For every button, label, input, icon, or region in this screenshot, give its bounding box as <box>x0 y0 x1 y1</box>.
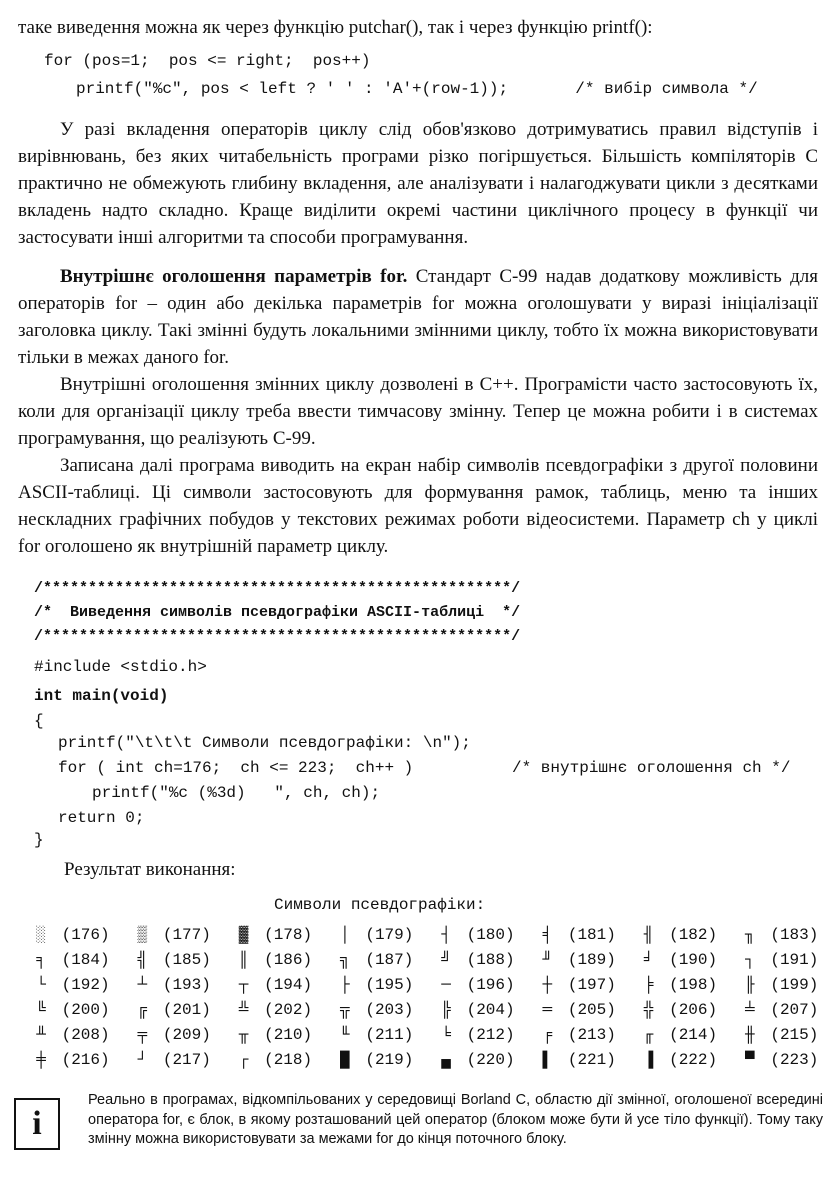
ascii-cell <box>30 1022 131 1047</box>
ascii-glyph: ▐ <box>643 1050 654 1069</box>
ascii-glyph: │ <box>339 925 350 944</box>
paragraph-program: Записана далі програма виводить на екран набір символів псевдографіки з другої половини ASCII-таблиці. Ці символи застосовують для формування рамок, таблиць, меню та інших нескладних графічних побудов у текстових режимах роботи відеосистеми. Параметр ch у циклі for оголошено як внутрішній параметр циклу. <box>18 455 818 557</box>
result-label: Результат виконання: <box>64 859 236 880</box>
ascii-glyph: ┌ <box>238 1050 249 1069</box>
ascii-cell <box>739 1047 840 1072</box>
ascii-cell <box>30 972 131 997</box>
ascii-cell <box>334 972 435 997</box>
ascii-code: (212) <box>457 1025 515 1044</box>
ascii-glyph: ┴ <box>137 975 148 994</box>
ascii-glyph: ╘ <box>441 1025 451 1044</box>
ascii-code: (210) <box>254 1025 313 1044</box>
output-title: Символи псевдографіки: <box>274 896 486 914</box>
ascii-cell <box>131 972 232 997</box>
ascii-code: (219) <box>355 1050 414 1069</box>
ascii-glyph: ═ <box>542 1000 553 1019</box>
ascii-cell <box>435 1022 536 1047</box>
ascii-cell <box>536 1022 637 1047</box>
ascii-code: (177) <box>153 925 211 944</box>
ascii-cell <box>334 997 435 1022</box>
ascii-glyph: ╤ <box>137 1025 148 1044</box>
ascii-glyph: ╫ <box>744 1025 755 1044</box>
ascii-cell <box>638 1022 739 1047</box>
ascii-cell <box>739 1022 840 1047</box>
ascii-cell <box>233 922 334 947</box>
code-snippet-line-2: printf("%c", pos < left ? ' ' : 'A'+(row-1)); /* вибір символа */ <box>76 80 758 98</box>
ascii-code: (185) <box>153 950 211 969</box>
ascii-glyph: ╠ <box>441 1000 451 1019</box>
ascii-glyph: ▒ <box>137 925 148 944</box>
ascii-code: (191) <box>760 950 819 969</box>
code-close-brace: } <box>34 831 44 849</box>
ascii-cell <box>233 1047 334 1072</box>
ascii-cell <box>30 947 131 972</box>
ascii-cell <box>30 1047 131 1072</box>
ascii-code: (200) <box>52 1000 110 1019</box>
ascii-cell <box>536 972 637 997</box>
ascii-glyph: ┬ <box>238 975 249 994</box>
ascii-glyph: ╥ <box>238 1025 249 1044</box>
ascii-glyph: ╡ <box>542 925 553 944</box>
ascii-cell <box>131 922 232 947</box>
ascii-cell <box>536 997 637 1022</box>
ascii-glyph: ┘ <box>137 1050 148 1069</box>
ascii-cell <box>334 1022 435 1047</box>
ascii-code: (176) <box>52 925 110 944</box>
ascii-code: (207) <box>760 1000 819 1019</box>
ascii-code: (220) <box>457 1050 515 1069</box>
ascii-code: (223) <box>760 1050 819 1069</box>
ascii-glyph: ║ <box>238 950 249 969</box>
ascii-cell <box>638 972 739 997</box>
ascii-glyph: ╛ <box>643 950 654 969</box>
ascii-code: (187) <box>355 950 414 969</box>
ascii-cell <box>638 947 739 972</box>
ascii-code: (195) <box>355 975 414 994</box>
code-include: #include <stdio.h> <box>34 658 207 676</box>
ascii-cell <box>233 972 334 997</box>
comment-title: /* Виведення символів псевдографіки ASCII-таблиці */ <box>34 604 521 621</box>
ascii-cell <box>131 1047 232 1072</box>
ascii-glyph: ┤ <box>441 925 451 944</box>
ascii-code: (181) <box>558 925 616 944</box>
ascii-cell <box>233 1022 334 1047</box>
ascii-cell <box>536 947 637 972</box>
ascii-code: (218) <box>254 1050 313 1069</box>
paragraph-cpp: Внутрішні оголошення змінних циклу дозволені в С++. Програмісти часто застосовують їх, коли для організації циклу треба ввести тимчасову змінну. Тепер це можна робити і в системах програмування, що реалізують С-99. <box>18 374 818 449</box>
ascii-glyph: ╒ <box>542 1025 553 1044</box>
ascii-code: (217) <box>153 1050 211 1069</box>
ascii-code: (198) <box>659 975 718 994</box>
ascii-code: (213) <box>558 1025 616 1044</box>
ascii-code: (202) <box>254 1000 313 1019</box>
ascii-cell <box>739 947 840 972</box>
ascii-code: (194) <box>254 975 313 994</box>
ascii-row <box>30 997 840 1022</box>
ascii-glyph: ╪ <box>36 1050 46 1069</box>
ascii-cell <box>334 922 435 947</box>
ascii-code: (201) <box>153 1000 211 1019</box>
ascii-code: (183) <box>760 925 819 944</box>
code-for-comment: /* внутрішнє оголошення ch */ <box>512 759 791 777</box>
ascii-glyph: ╜ <box>542 950 553 969</box>
ascii-glyph: ╣ <box>137 950 148 969</box>
ascii-code: (209) <box>153 1025 211 1044</box>
info-icon: i <box>14 1098 60 1150</box>
ascii-cell <box>334 947 435 972</box>
ascii-code: (205) <box>558 1000 616 1019</box>
paragraph-nesting: У разі вкладення операторів циклу слід обов'язково дотримуватись правил відступів і вирівнювань, без яких читабельність програми різко погіршується. Більшість компіляторів С практично не обмежують глибину вкладення, але аналізувати і налагоджувати цикли з десятками вкладень надто складно. Краще виділити окремі частини циклічного процесу в функції чи застосувати інші алгоритми та способи програмування. <box>18 119 818 248</box>
ascii-glyph: ╕ <box>36 950 46 969</box>
ascii-glyph: ╝ <box>441 950 451 969</box>
ascii-code: (182) <box>659 925 718 944</box>
ascii-glyph: █ <box>339 1050 350 1069</box>
ascii-glyph: ╢ <box>643 925 654 944</box>
ascii-cell <box>131 1022 232 1047</box>
ascii-glyph: ╩ <box>238 1000 249 1019</box>
ascii-cell <box>638 997 739 1022</box>
ascii-code: (197) <box>558 975 616 994</box>
ascii-cell <box>131 947 232 972</box>
code-open-brace: { <box>34 712 44 730</box>
ascii-glyph: ╨ <box>36 1025 46 1044</box>
ascii-code: (186) <box>254 950 313 969</box>
note-text: Реально в програмах, відкомпільованих у середовищі Borland C, областю дії змінної, оголошеної всередині оператора for, є блок, в якому розташований цей оператор (блоком може бути й усе тіло функції). Тому таку змінну можна використовувати за межами for до кінця поточного блоку. <box>88 1092 823 1147</box>
ascii-code: (178) <box>254 925 313 944</box>
ascii-cell <box>334 1047 435 1072</box>
ascii-cell <box>30 997 131 1022</box>
ascii-code: (184) <box>52 950 110 969</box>
ascii-cell <box>435 922 536 947</box>
ascii-code: (189) <box>558 950 616 969</box>
ascii-row <box>30 1047 840 1072</box>
ascii-glyph: ░ <box>36 925 46 944</box>
code-printf-title: printf("\t\t\t Символи псевдографіки: \n"); <box>58 734 471 752</box>
ascii-glyph: ┐ <box>744 950 755 969</box>
ascii-glyph: ╓ <box>643 1025 654 1044</box>
ascii-code: (214) <box>659 1025 718 1044</box>
ascii-code: (211) <box>355 1025 414 1044</box>
ascii-code: (199) <box>760 975 819 994</box>
ascii-cell <box>435 1047 536 1072</box>
ascii-code: (180) <box>457 925 515 944</box>
ascii-row <box>30 972 840 997</box>
ascii-code: (192) <box>52 975 110 994</box>
ascii-glyph: ╔ <box>137 1000 148 1019</box>
ascii-glyph: ╚ <box>36 1000 46 1019</box>
ascii-glyph: ╬ <box>643 1000 654 1019</box>
ascii-glyph: ▄ <box>441 1050 451 1069</box>
ascii-code: (179) <box>355 925 414 944</box>
ascii-glyph: ╟ <box>744 975 755 994</box>
ascii-cell <box>30 922 131 947</box>
ascii-glyph: └ <box>36 975 46 994</box>
ascii-glyph: ╞ <box>643 975 654 994</box>
code-return: return 0; <box>58 809 145 827</box>
ascii-glyph: ├ <box>339 975 350 994</box>
ascii-cell <box>131 997 232 1022</box>
paragraph-internal-body: Стандарт С-99 надав додаткову можливість для операторів for – один або декілька параметрів for можна оголошувати у виразі ініціалізації заголовка циклу. Такі змінні будуть локальними змінними циклу, тобто їх можна використовувати тільки в межах даного for. <box>18 266 818 368</box>
code-printf-char: printf("%c (%3d) ", ch, ch); <box>92 784 381 802</box>
code-main: int main(void) <box>34 687 169 705</box>
ascii-code: (215) <box>760 1025 819 1044</box>
ascii-code: (222) <box>659 1050 718 1069</box>
ascii-code: (190) <box>659 950 718 969</box>
ascii-code: (204) <box>457 1000 515 1019</box>
ascii-cell <box>739 972 840 997</box>
intro-line: таке виведення можна як через функцію putchar(), так і через функцію printf(): <box>18 17 653 38</box>
section-heading: Внутрішнє оголошення параметрів for. <box>60 266 408 287</box>
ascii-code: (216) <box>52 1050 110 1069</box>
ascii-cell <box>233 997 334 1022</box>
code-snippet-line-1: for (pos=1; pos <= right; pos++) <box>44 52 371 70</box>
ascii-glyph: ╧ <box>744 1000 755 1019</box>
code-for-loop: for ( int ch=176; ch <= 223; ch++ ) <box>58 759 414 777</box>
ascii-cell <box>435 972 536 997</box>
ascii-row <box>30 1022 840 1047</box>
ascii-row <box>30 922 840 947</box>
ascii-glyph: ╖ <box>744 925 755 944</box>
ascii-cell <box>435 997 536 1022</box>
comment-border-bottom: /****************************************************/ <box>34 628 521 645</box>
ascii-code: (208) <box>52 1025 110 1044</box>
ascii-row <box>30 947 840 972</box>
ascii-code: (203) <box>355 1000 414 1019</box>
ascii-cell <box>233 947 334 972</box>
ascii-cell <box>739 922 840 947</box>
ascii-glyph: ╦ <box>339 1000 350 1019</box>
ascii-code: (206) <box>659 1000 718 1019</box>
ascii-cell <box>638 1047 739 1072</box>
ascii-code: (193) <box>153 975 211 994</box>
ascii-cell <box>536 1047 637 1072</box>
ascii-cell <box>536 922 637 947</box>
ascii-glyph: ╙ <box>339 1025 350 1044</box>
ascii-glyph: ▓ <box>238 925 249 944</box>
ascii-glyph: ─ <box>441 975 451 994</box>
ascii-cell <box>435 947 536 972</box>
ascii-cell <box>739 997 840 1022</box>
ascii-code: (196) <box>457 975 515 994</box>
ascii-glyph: ┼ <box>542 975 553 994</box>
paragraph-internal-declaration <box>18 263 818 371</box>
ascii-cell <box>638 922 739 947</box>
ascii-glyph: ╗ <box>339 950 350 969</box>
ascii-code: (221) <box>558 1050 616 1069</box>
comment-border-top: /****************************************************/ <box>34 580 521 597</box>
ascii-glyph: ▀ <box>744 1050 755 1069</box>
ascii-output-table <box>30 922 840 1072</box>
ascii-code: (188) <box>457 950 515 969</box>
ascii-glyph: ▌ <box>542 1050 553 1069</box>
